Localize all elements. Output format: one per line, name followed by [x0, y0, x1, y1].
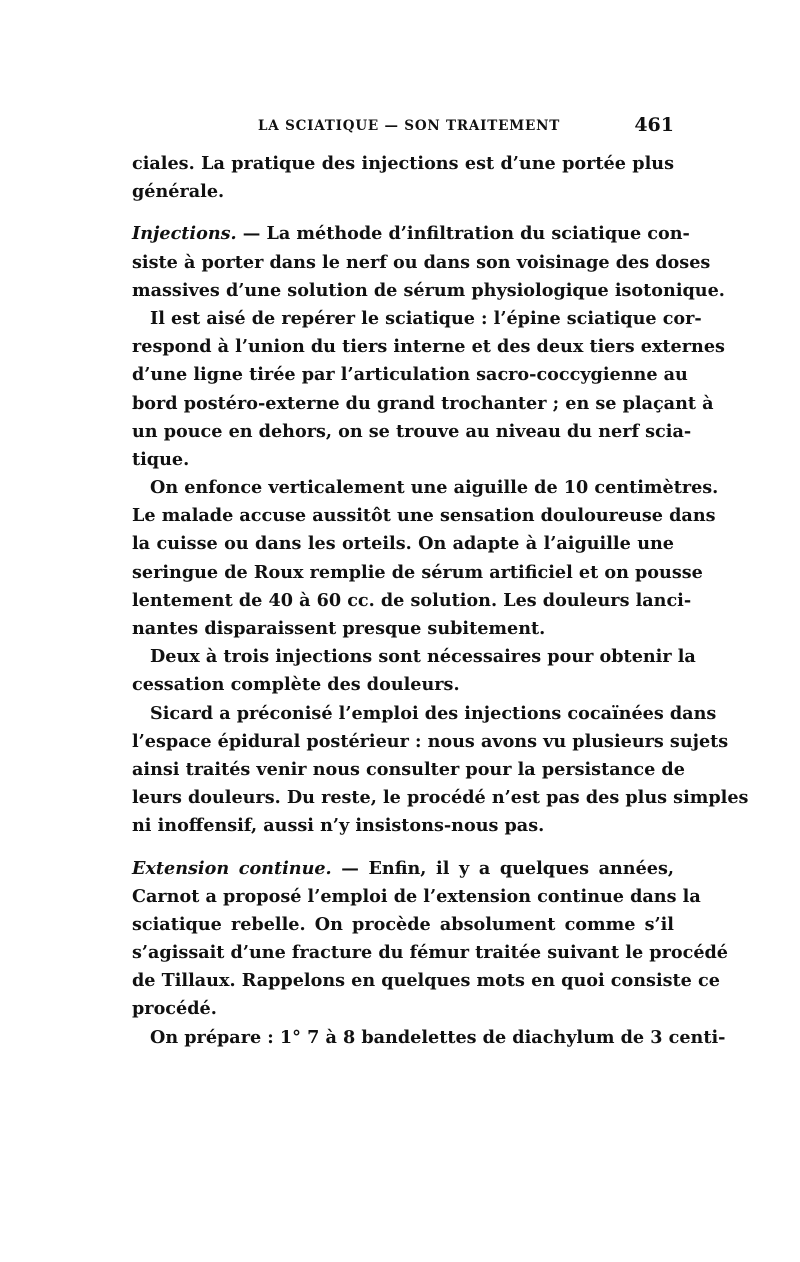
page-number: 461	[634, 114, 674, 136]
text-line: s’agissait d’une fracture du fémur traitée suivant le procédé	[132, 942, 729, 964]
paragraph-extension-continue	[132, 855, 729, 1024]
text-line: procédé.	[132, 998, 217, 1020]
text-line: respond à l’union du tiers interne et des deux tiers externes	[132, 336, 725, 358]
text-line: la cuisse ou dans les orteils. On adapte à l’aiguille une	[132, 533, 674, 555]
text-line: leurs douleurs. Du reste, le procédé n’est pas des plus simples	[132, 787, 749, 809]
text-line: tique.	[132, 448, 190, 470]
paragraph	[132, 305, 725, 474]
section-heading-extension-continue: Extension continue.	[132, 857, 332, 879]
text-line-rest: — La méthode d’infiltration du sciatique con-	[236, 223, 690, 245]
text-line: ainsi traités venir nous consulter pour la persistance de	[132, 758, 685, 780]
paragraph	[132, 474, 719, 643]
text-line: générale.	[132, 181, 225, 203]
text-line: On enfonce verticalement une aiguille de 10 centimètres.	[150, 477, 719, 499]
text-line-rest: — Enfin, il y a quelques années,	[331, 857, 674, 879]
text-line: cessation complète des douleurs.	[132, 674, 460, 696]
paragraph	[132, 1024, 726, 1052]
text-line: Le malade accuse aussitôt une sensation douloureuse dans	[132, 505, 716, 527]
paragraph-continuation	[132, 150, 674, 206]
text-line	[132, 220, 690, 248]
running-head	[132, 114, 674, 140]
body-text	[132, 150, 749, 1052]
text-line: Deux à trois injections sont nécessaires pour obtenir la	[150, 646, 696, 668]
text-line: ni inoffensif, aussi n’y insistons-nous pas.	[132, 815, 545, 837]
text-line: massives d’une solution de sérum physiologique isotonique.	[132, 279, 725, 301]
text-line: sciatique rebelle. On procède absolument comme s’il	[132, 913, 674, 935]
text-line	[132, 855, 674, 883]
text-line: seringue de Roux remplie de sérum artificiel et on pousse	[132, 561, 703, 583]
text-line: Carnot a proposé l’emploi de l’extension continue dans la	[132, 885, 701, 907]
text-line: un pouce en dehors, on se trouve au niveau du nerf scia-	[132, 420, 692, 442]
text-line: Sicard a préconisé l’emploi des injections cocaïnées dans	[150, 702, 717, 724]
section-heading-injections: Injections.	[132, 223, 237, 245]
text-line: Il est aisé de repérer le sciatique : l’épine sciatique cor-	[150, 307, 702, 329]
text-line: ciales. La pratique des injections est d’une portée plus	[132, 153, 674, 174]
text-line: lentement de 40 à 60 cc. de solution. Les douleurs lanci-	[132, 589, 692, 611]
text-line: l’espace épidural postérieur : nous avons vu plusieurs sujets	[132, 730, 729, 752]
running-title: LA SCIATIQUE — SON TRAITEMENT	[258, 118, 561, 134]
text-line: nantes disparaissent presque subitement.	[132, 618, 546, 639]
text-line: bord postéro-externe du grand trochanter ; en se plaçant à	[132, 392, 714, 414]
text-line: d’une ligne tirée par l’articulation sacro-coccygienne au	[132, 364, 688, 386]
text-line: de Tillaux. Rappelons en quelques mots en quoi consiste ce	[132, 970, 720, 992]
paragraph-injections	[132, 220, 725, 305]
paragraph	[132, 700, 749, 841]
paragraph	[132, 643, 696, 699]
text-line: On prépare : 1° 7 à 8 bandelettes de diachylum de 3 centi-	[150, 1026, 726, 1048]
text-line: siste à porter dans le nerf ou dans son voisinage des doses	[132, 251, 711, 273]
